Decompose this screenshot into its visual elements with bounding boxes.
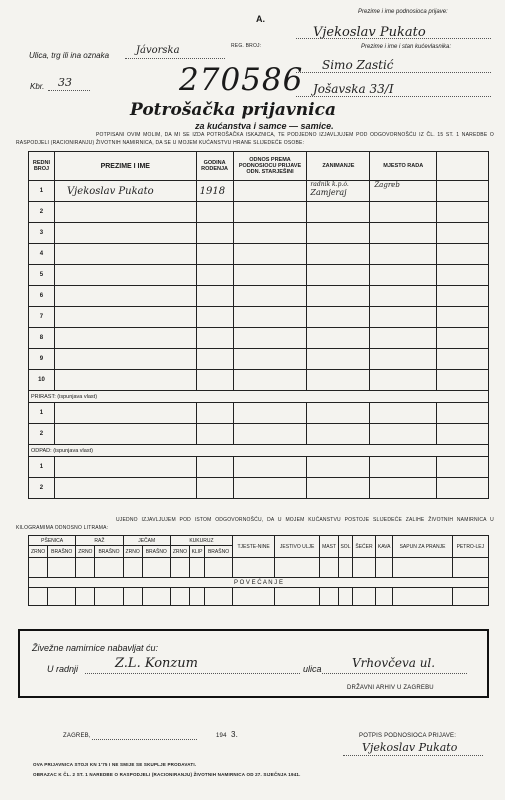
table-row — [29, 349, 489, 370]
persons-header-row — [29, 152, 489, 181]
stock-col-petrolej: PETRO-LEJ — [452, 536, 488, 558]
form-title: Potrošačka prijavnica — [130, 100, 336, 120]
street-label: Ulica, trg ili ina oznaka — [29, 51, 110, 60]
persons-table — [28, 151, 489, 499]
table-row — [29, 307, 489, 328]
stock-sub: BRAŠNO — [48, 546, 76, 558]
stock-increase-row — [29, 588, 489, 606]
house-number-label: Kbr. — [30, 82, 45, 91]
table-row — [29, 478, 489, 499]
row-number: 10 — [29, 370, 55, 391]
stock-group-jecam: JEČAM — [123, 536, 170, 546]
col-prezime-ime: PREZIME I IME — [54, 152, 196, 181]
stock-text: UJEDNO IZJAVLJUJEM POD ISTOM ODGOVORNOŠĆU, DA U MOJEM KUĆANSTVU POSTOJE SLIJEDEĆE ZALIHE ŽIVOTNIH NAMIRNICA U KILOGRAMIMA ODNOSNO LITRAMA: — [16, 517, 494, 531]
landlord-value-address: Jošavska 33/I — [313, 82, 394, 96]
stock-sub: ZRNO — [123, 546, 142, 558]
supply-label: Živežne namirnice nabavljat ću: — [32, 643, 159, 653]
stock-value-row — [29, 558, 489, 578]
table-row — [29, 328, 489, 349]
house-number-value: 33 — [58, 76, 72, 89]
col-blank — [437, 152, 489, 181]
stock-col-sol: SOL — [339, 536, 353, 558]
table-row — [29, 202, 489, 223]
applicant-value: Vjekoslav Pukato — [313, 25, 426, 40]
stock-sub: ZRNO — [170, 546, 189, 558]
footer-year-suffix: 3. — [231, 730, 239, 739]
stock-sub: ZRNO — [29, 546, 48, 558]
signature-line — [343, 755, 483, 756]
landlord-value-name: Simo Zastić — [322, 58, 394, 72]
row-number: 8 — [29, 328, 55, 349]
row-number: 9 — [29, 349, 55, 370]
supply-shop-line — [85, 673, 300, 674]
person-year-value: 1918 — [199, 185, 226, 197]
row-number: 1 — [29, 457, 55, 478]
supply-street-value: Vrhovčeva ul. — [352, 656, 436, 670]
applicant-label: Prezime i ime podnosioca prijave: — [358, 9, 448, 15]
povecanje-row — [29, 578, 489, 588]
person-name — [54, 181, 196, 202]
applicant-line — [296, 38, 491, 39]
form-letter: A. — [256, 14, 265, 24]
col-redni-broj: REDNI BROJ — [29, 152, 55, 181]
footer-date-line — [92, 739, 197, 740]
supply-street-label: ulica — [303, 664, 322, 674]
table-row — [29, 181, 489, 202]
col-godina: GODINA RODENJA — [196, 152, 233, 181]
stock-col-ulje: JESTIVO ULJE — [275, 536, 320, 558]
person-job-value-2: Zamjeraj — [310, 188, 347, 197]
supply-shop-value: Z.L. Konzum — [115, 656, 198, 671]
person-job-value: radnik k.p.ó. — [310, 181, 349, 188]
stock-col-mast: MAST — [320, 536, 339, 558]
supply-shop-label: U radnji — [47, 664, 79, 674]
row-number: 5 — [29, 265, 55, 286]
landlord-label: Prezime i ime i stan kućevlasnika: — [361, 44, 452, 50]
stock-col-sapun: SAPUN ZA PRANJE — [393, 536, 452, 558]
stock-col-kava: KAVA — [376, 536, 393, 558]
archive-stamp: DRŽAVNI ARHIV U ZAGREBU — [347, 685, 434, 691]
stock-group-psenica: PŠENICA — [29, 536, 76, 546]
table-row — [29, 265, 489, 286]
row-number: 7 — [29, 307, 55, 328]
row-number: 3 — [29, 223, 55, 244]
signature-value: Vjekoslav Pukato — [362, 741, 458, 754]
signature-label: POTPIS PODNOSIOCA PRIJAVE: — [359, 733, 457, 739]
landlord-line-2 — [296, 96, 491, 97]
row-number: 2 — [29, 424, 55, 445]
footer-note-2: OBRAZAC K ČL. 2 ST. 1 NAREDBE O RASPODJELI (RACIONIRANJU) ŽIVOTNIH NAMIRNICA OD 27. SIJEČNJA 1941. — [33, 772, 301, 777]
person-place — [370, 181, 437, 202]
reg-number-label: REG. BROJ: — [231, 43, 262, 49]
row-number: 4 — [29, 244, 55, 265]
footer-note-1: OVA PRIJAVNICA STOJI KN 1'75 I NE SMIJE SE SKUPLJE PRODAVATI. — [33, 762, 197, 767]
povecanje-label: P O V E Ć A N J E — [29, 578, 489, 588]
stock-col-tjestenine: TJESTE-NINE — [233, 536, 275, 558]
prirast-row — [29, 391, 489, 403]
prirast-label: PRIRAST: (ispunjava vlast) — [29, 391, 489, 403]
person-name-value: Vjekoslav Pukato — [66, 185, 154, 197]
odpad-label: ODPAD: (ispunjava vlast) — [29, 445, 489, 457]
row-number: 6 — [29, 286, 55, 307]
stock-sub: BRAŠNO — [95, 546, 123, 558]
stock-sub: KLIP — [190, 546, 205, 558]
person-year — [196, 181, 233, 202]
col-zanimanje: ZANIMANJE — [307, 152, 370, 181]
person-place-value: Zagreb — [374, 181, 400, 189]
person-job — [307, 181, 370, 202]
row-number: 2 — [29, 202, 55, 223]
row-number: 2 — [29, 478, 55, 499]
stock-sub: ZRNO — [76, 546, 95, 558]
table-row — [29, 457, 489, 478]
street-line — [125, 58, 225, 59]
landlord-line-1 — [296, 72, 491, 73]
footer-place: ZAGREB, — [63, 733, 91, 739]
row-number: 1 — [29, 403, 55, 424]
table-row — [29, 403, 489, 424]
col-mjesto-rada: MJESTO RADA — [370, 152, 437, 181]
street-value: Jávorska — [136, 45, 180, 56]
stock-sub: BRAŠNO — [142, 546, 170, 558]
stock-sub: BRAŠNO — [205, 546, 233, 558]
supply-street-line — [322, 673, 467, 674]
stock-col-secer: ŠEĆER — [352, 536, 375, 558]
serial-number: 270586 — [179, 62, 304, 98]
stock-group-kukuruz: KUKURUZ — [170, 536, 232, 546]
stock-group-raz: RAŽ — [76, 536, 123, 546]
odpad-row — [29, 445, 489, 457]
house-number-line — [48, 90, 90, 91]
stock-table — [28, 535, 489, 606]
table-row — [29, 286, 489, 307]
person-relation — [233, 181, 307, 202]
table-row — [29, 370, 489, 391]
table-row — [29, 424, 489, 445]
table-row — [29, 223, 489, 244]
col-odnos: ODNOS PREMA PODNOSIOCU PRIJAVE ODN. STARJEŠINI — [233, 152, 307, 181]
stock-group-row — [29, 536, 489, 546]
form-subtitle: za kućanstva i samce — samice. — [195, 121, 334, 131]
table-row — [29, 244, 489, 265]
footer-year: 194 — [216, 733, 227, 739]
row-number: 1 — [29, 181, 55, 202]
intro-text: POTPISANI OVIM MOLIM, DA MI SE IZDA POTROŠAČKA ISKAZNICA, TE PODJEDNO IZJAVLJUJEM POD ODGOVORNOŠĆU IZ ČL. 15 ST. 1 NAREDBE O RASPODJELI (RACIONIRANJU) ŽIVOTNIH NAMIRNICA, DA SE U MOJEM KUĆANSTVU HRANE SLIJEDEĆE OSOBE: — [16, 132, 494, 146]
